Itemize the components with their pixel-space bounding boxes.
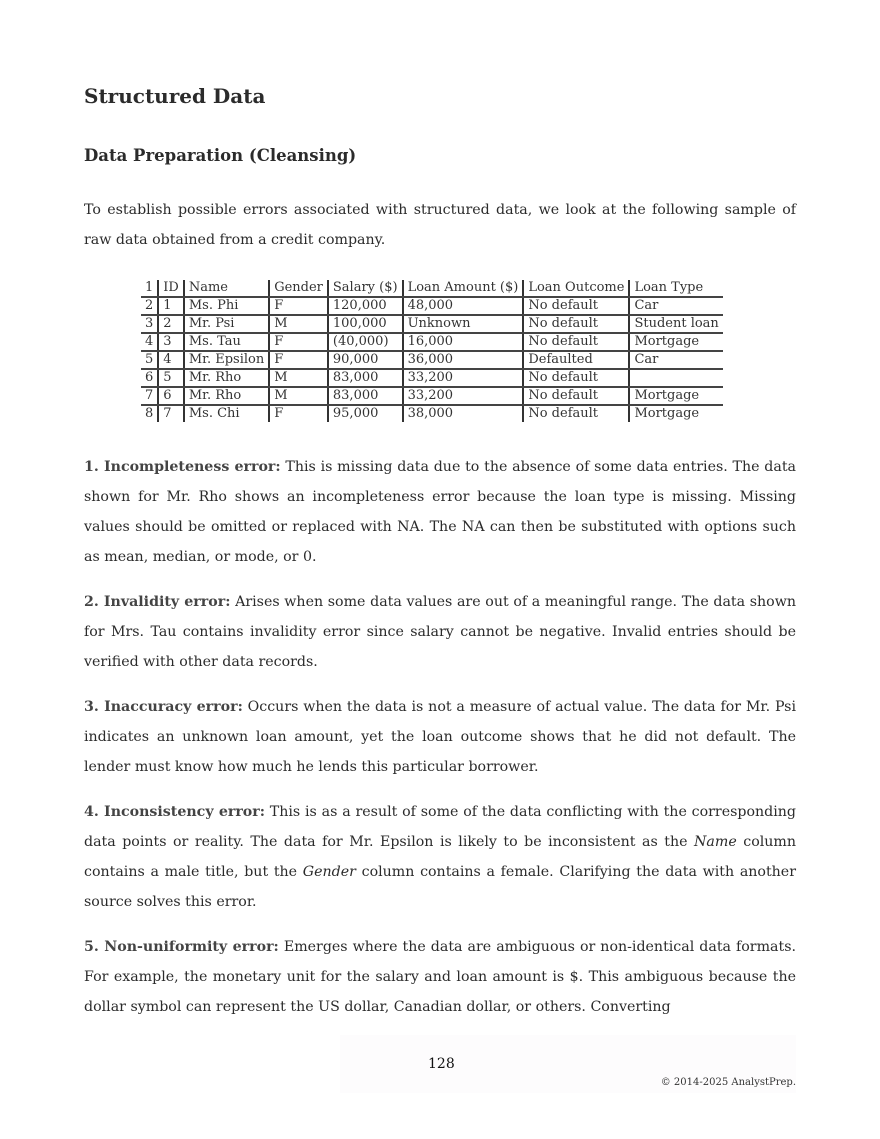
table-cell: 1 bbox=[141, 280, 158, 297]
table-cell: 3 bbox=[158, 333, 184, 351]
table-cell: Mr. Rho bbox=[184, 369, 269, 387]
table-cell: 3 bbox=[141, 315, 158, 333]
table-cell: 7 bbox=[141, 387, 158, 405]
table-cell: Ms. Phi bbox=[184, 297, 269, 315]
table-row bbox=[141, 387, 723, 405]
table-row bbox=[141, 315, 723, 333]
credit-data-table bbox=[141, 280, 723, 422]
table-cell: 33,200 bbox=[403, 387, 524, 405]
table-cell: Ms. Tau bbox=[184, 333, 269, 351]
table-cell: Salary ($) bbox=[328, 280, 403, 297]
error-label: 3. Inaccuracy error: bbox=[84, 699, 243, 715]
table-cell: Loan Type bbox=[629, 280, 722, 297]
table-cell bbox=[629, 369, 722, 387]
table-cell: 33,200 bbox=[403, 369, 524, 387]
table-cell: 16,000 bbox=[403, 333, 524, 351]
non-uniformity-paragraph bbox=[84, 932, 796, 1022]
table-cell: Student loan bbox=[629, 315, 722, 333]
table-cell: 6 bbox=[141, 369, 158, 387]
table-cell: 38,000 bbox=[403, 405, 524, 422]
section-title: Structured Data bbox=[84, 84, 266, 108]
table-cell: 36,000 bbox=[403, 351, 524, 369]
error-text: This is missing data due to the absence of some data entries. The data shown for Mr. Rho shows an incompleteness error because the loan type is missing. Missing values should be omitted or replaced with NA. The NA can then be substituted with options such as mean, median, or mode, or 0. bbox=[84, 459, 796, 565]
table-cell: 1 bbox=[158, 297, 184, 315]
table-cell: Loan Amount ($) bbox=[403, 280, 524, 297]
page-number: 128 bbox=[428, 1056, 455, 1072]
subsection-title: Data Preparation (Cleansing) bbox=[84, 146, 357, 165]
table-cell: Mortgage bbox=[629, 387, 722, 405]
error-text: Occurs when the data is not a measure of actual value. The data for Mr. Psi indicates an unknown loan amount, yet the loan outcome shows that he did not default. The lender must know how much he lends this particular borrower. bbox=[84, 699, 796, 775]
table-cell: Mortgage bbox=[629, 405, 722, 422]
error-label: 2. Invalidity error: bbox=[84, 594, 231, 610]
intro-paragraph: To establish possible errors associated with structured data, we look at the following sample of raw data obtained from a credit company. bbox=[84, 202, 796, 248]
table-cell: 48,000 bbox=[403, 297, 524, 315]
table-cell: 90,000 bbox=[328, 351, 403, 369]
inconsistency-paragraph bbox=[84, 797, 796, 917]
table-cell: 83,000 bbox=[328, 369, 403, 387]
table-cell: Mortgage bbox=[629, 333, 722, 351]
table-cell: (40,000) bbox=[328, 333, 403, 351]
table-cell: F bbox=[269, 405, 328, 422]
table-cell: 5 bbox=[158, 369, 184, 387]
emphasis-name: Name bbox=[694, 834, 737, 850]
table-row bbox=[141, 351, 723, 369]
error-text: Arises when some data values are out of a meaningful range. The data shown for Mrs. Tau contains invalidity error since salary cannot be negative. Invalid entries should be verified with other data records. bbox=[84, 594, 796, 670]
table-cell: 8 bbox=[145, 406, 154, 421]
table-cell: No default bbox=[523, 387, 629, 405]
table-cell: 7 bbox=[158, 405, 184, 422]
table-cell: 2 bbox=[141, 297, 158, 315]
table-cell: 120,000 bbox=[328, 297, 403, 315]
table-cell: Loan Outcome bbox=[523, 280, 629, 297]
table-cell: Defaulted bbox=[523, 351, 629, 369]
copyright: © 2014-2025 AnalystPrep. bbox=[660, 1077, 796, 1088]
table-cell: 95,000 bbox=[328, 405, 403, 422]
table-cell: No default bbox=[523, 315, 629, 333]
table-cell: Gender bbox=[269, 280, 328, 297]
table-cell: Ms. Chi bbox=[184, 405, 269, 422]
table-cell: 4 bbox=[141, 333, 158, 351]
error-text: Emerges where the data are ambiguous or non-identical data formats. For example, the monetary unit for the salary and loan amount is $. This ambiguous because the dollar symbol can represent the US dollar, Canadian dollar, or others. Converting bbox=[84, 939, 796, 1015]
error-label: 4. Inconsistency error: bbox=[84, 804, 265, 820]
table-header-row bbox=[141, 280, 723, 297]
table-cell: 4 bbox=[158, 351, 184, 369]
table-cell: No default bbox=[523, 369, 629, 387]
table-cell: Unknown bbox=[403, 315, 524, 333]
table-cell: F bbox=[269, 351, 328, 369]
table-cell: Name bbox=[184, 280, 269, 297]
table-cell: F bbox=[269, 333, 328, 351]
table-cell: 100,000 bbox=[328, 315, 403, 333]
table-row bbox=[141, 405, 723, 422]
incompleteness-paragraph bbox=[84, 452, 796, 572]
error-text: This is as a result of some of the data conflicting with the corresponding data points or reality. The data for Mr. Epsilon is likely to be inconsistent as the bbox=[84, 804, 796, 850]
error-label: 1. Incompleteness error: bbox=[84, 459, 281, 475]
table-cell: Mr. Rho bbox=[184, 387, 269, 405]
table-cell: Car bbox=[629, 297, 722, 315]
table-cell: Mr. Psi bbox=[184, 315, 269, 333]
table-cell: M bbox=[269, 315, 328, 333]
table-cell: No default bbox=[523, 405, 629, 422]
table-cell: Mr. Epsilon bbox=[184, 351, 269, 369]
error-text: column contains a female. Clarifying the data with another source solves this error. bbox=[84, 864, 796, 910]
table-cell: No default bbox=[523, 333, 629, 351]
table-cell: Car bbox=[629, 351, 722, 369]
table-cell: 5 bbox=[141, 351, 158, 369]
table-cell: M bbox=[269, 369, 328, 387]
table-row bbox=[141, 333, 723, 351]
invalidity-paragraph bbox=[84, 587, 796, 677]
table-cell: 83,000 bbox=[328, 387, 403, 405]
table-row bbox=[141, 297, 723, 315]
table-cell: ID bbox=[158, 280, 184, 297]
table-cell: F bbox=[269, 297, 328, 315]
table-cell: No default bbox=[523, 297, 629, 315]
table-cell: M bbox=[269, 387, 328, 405]
table-row bbox=[141, 369, 723, 387]
table-cell: 6 bbox=[158, 387, 184, 405]
emphasis-gender: Gender bbox=[302, 864, 356, 880]
error-text: column contains a male title, but the bbox=[84, 834, 796, 880]
inaccuracy-paragraph bbox=[84, 692, 796, 782]
error-label: 5. Non-uniformity error: bbox=[84, 939, 279, 955]
table-cell: 2 bbox=[158, 315, 184, 333]
